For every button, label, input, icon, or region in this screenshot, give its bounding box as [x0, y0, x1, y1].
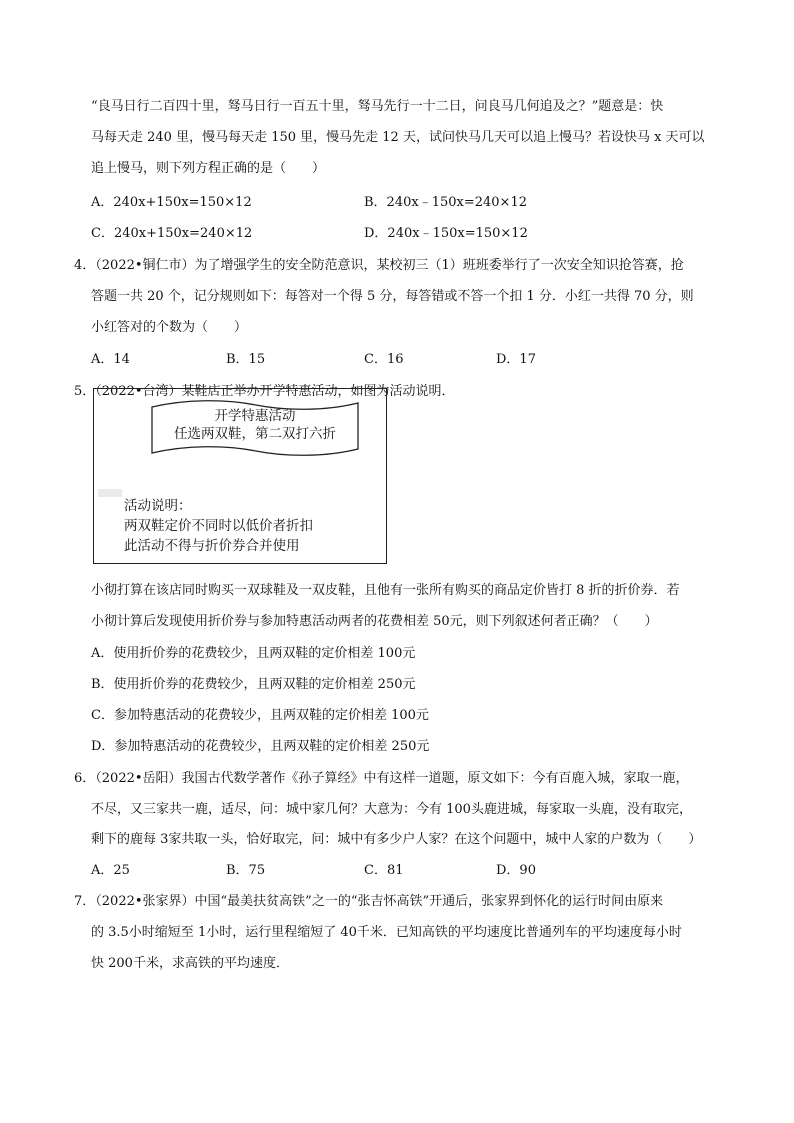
q4-text-line-2: 答题一共 20 个，记分规则如下：每答对一个得 5 分，每答错或不答一个扣 1 分．小红一共得 70 分，则: [91, 289, 694, 304]
q6-text-line-2: 不尽，又三家共一鹿，适尽，问：城中家几何？大意为：今有 100头鹿进城，每家取一头鹿，没有取完，: [91, 802, 692, 817]
q3-text-line-3: 追上慢马，则下列方程正确的是（ ）: [91, 161, 326, 176]
q5-option-c[interactable]: C．参加特惠活动的花费较少，且两双鞋的定价相差 100元: [91, 708, 429, 723]
q4-option-c[interactable]: C．16: [364, 352, 404, 367]
q3-option-a[interactable]: A．240x+150x=150×12: [91, 195, 252, 210]
q6-text-line-1: 6．（2022•岳阳）我国古代数学著作《孙子算经》中有这样一道题，原文如下：今有百鹿入城，家取一鹿，: [74, 771, 689, 786]
q3-text-line-2: 马每天走 240 里，慢马每天走 150 里，慢马先走 12 天，试问快马几天可以追上慢马？若设快马 x 天可以: [91, 130, 705, 145]
q4-text-line-1: 4．（2022•铜仁市）为了增强学生的安全防范意识，某校初三（1）班班委举行了一次安全知识抢答赛，抢: [74, 258, 684, 273]
q5-text-line-2: 小彻打算在该店同时购买一双球鞋及一双皮鞋，且他有一张所有购买的商品定价皆打 8 折的折价券．若: [91, 583, 680, 598]
q4-text-line-3: 小红答对的个数为（ ）: [91, 320, 248, 335]
q7-text-line-3: 快 200千米，求高铁的平均速度．: [91, 956, 289, 971]
q7-text-line-1: 7．（2022•张家界）中国“最美扶贫高铁”之一的“张吉怀高铁”开通后，张家界到怀化的运行时间由原来: [74, 894, 664, 909]
q5-text-line-3: 小彻计算后发现使用折价券与参加特惠活动两者的花费相差 50元，则下列叙述何者正确？（ ）: [91, 614, 658, 629]
q6-option-d[interactable]: D．90: [496, 863, 536, 878]
q3-option-c[interactable]: C．240x+150x=240×12: [91, 226, 253, 241]
scan-artifact: [98, 489, 122, 497]
q5-option-a[interactable]: A．使用折价券的花费较少，且两双鞋的定价相差 100元: [91, 646, 416, 661]
q7-text-line-2: 的 3.5小时缩短至 1小时，运行里程缩短了 40千米．已知高铁的平均速度比普通列车的平均速度每小时: [91, 925, 682, 940]
q3-option-b[interactable]: B．240x﹣150x=240×12: [364, 195, 527, 210]
q6-option-b[interactable]: B．75: [226, 863, 266, 878]
banner-title: 开学特惠活动: [214, 408, 296, 424]
q4-option-d[interactable]: D．17: [496, 352, 536, 367]
q3-option-d[interactable]: D．240x﹣150x=150×12: [364, 226, 528, 241]
note-rule-2: 此活动不得与折价券合并使用: [124, 538, 300, 554]
q5-text-line-1: 5．（2022•台湾）某鞋店正举办开学特惠活动，如图为活动说明．: [74, 384, 455, 399]
banner-subtitle: 任选两双鞋，第二双打六折: [174, 426, 336, 442]
q5-option-b[interactable]: B．使用折价券的花费较少，且两双鞋的定价相差 250元: [91, 677, 416, 692]
q6-text-line-3: 剩下的鹿每 3家共取一头，恰好取完，问：城中有多少户人家？在这个问题中，城中人家的户数为（ ）: [91, 832, 702, 847]
q5-option-d[interactable]: D．参加特惠活动的花费较少，且两双鞋的定价相差 250元: [91, 739, 430, 754]
note-title: 活动说明：: [124, 498, 192, 514]
q3-options-row-1: [91, 193, 741, 213]
q4-option-a[interactable]: A．14: [91, 352, 130, 367]
q3-text-line-1: “良马日行二百四十里，驽马日行一百五十里，驽马先行一十二日，问良马几何追及之？”题意是：快: [91, 99, 664, 114]
q4-options-row: [91, 350, 741, 370]
q4-option-b[interactable]: B．15: [226, 352, 266, 367]
note-rule-1: 两双鞋定价不同时以低价者折扣: [124, 518, 313, 534]
q6-option-c[interactable]: C．81: [364, 863, 404, 878]
q3-options-row-2: [91, 224, 741, 244]
q6-options-row: [91, 861, 741, 881]
q6-option-a[interactable]: A．25: [91, 863, 130, 878]
promotion-banner: [146, 397, 364, 465]
